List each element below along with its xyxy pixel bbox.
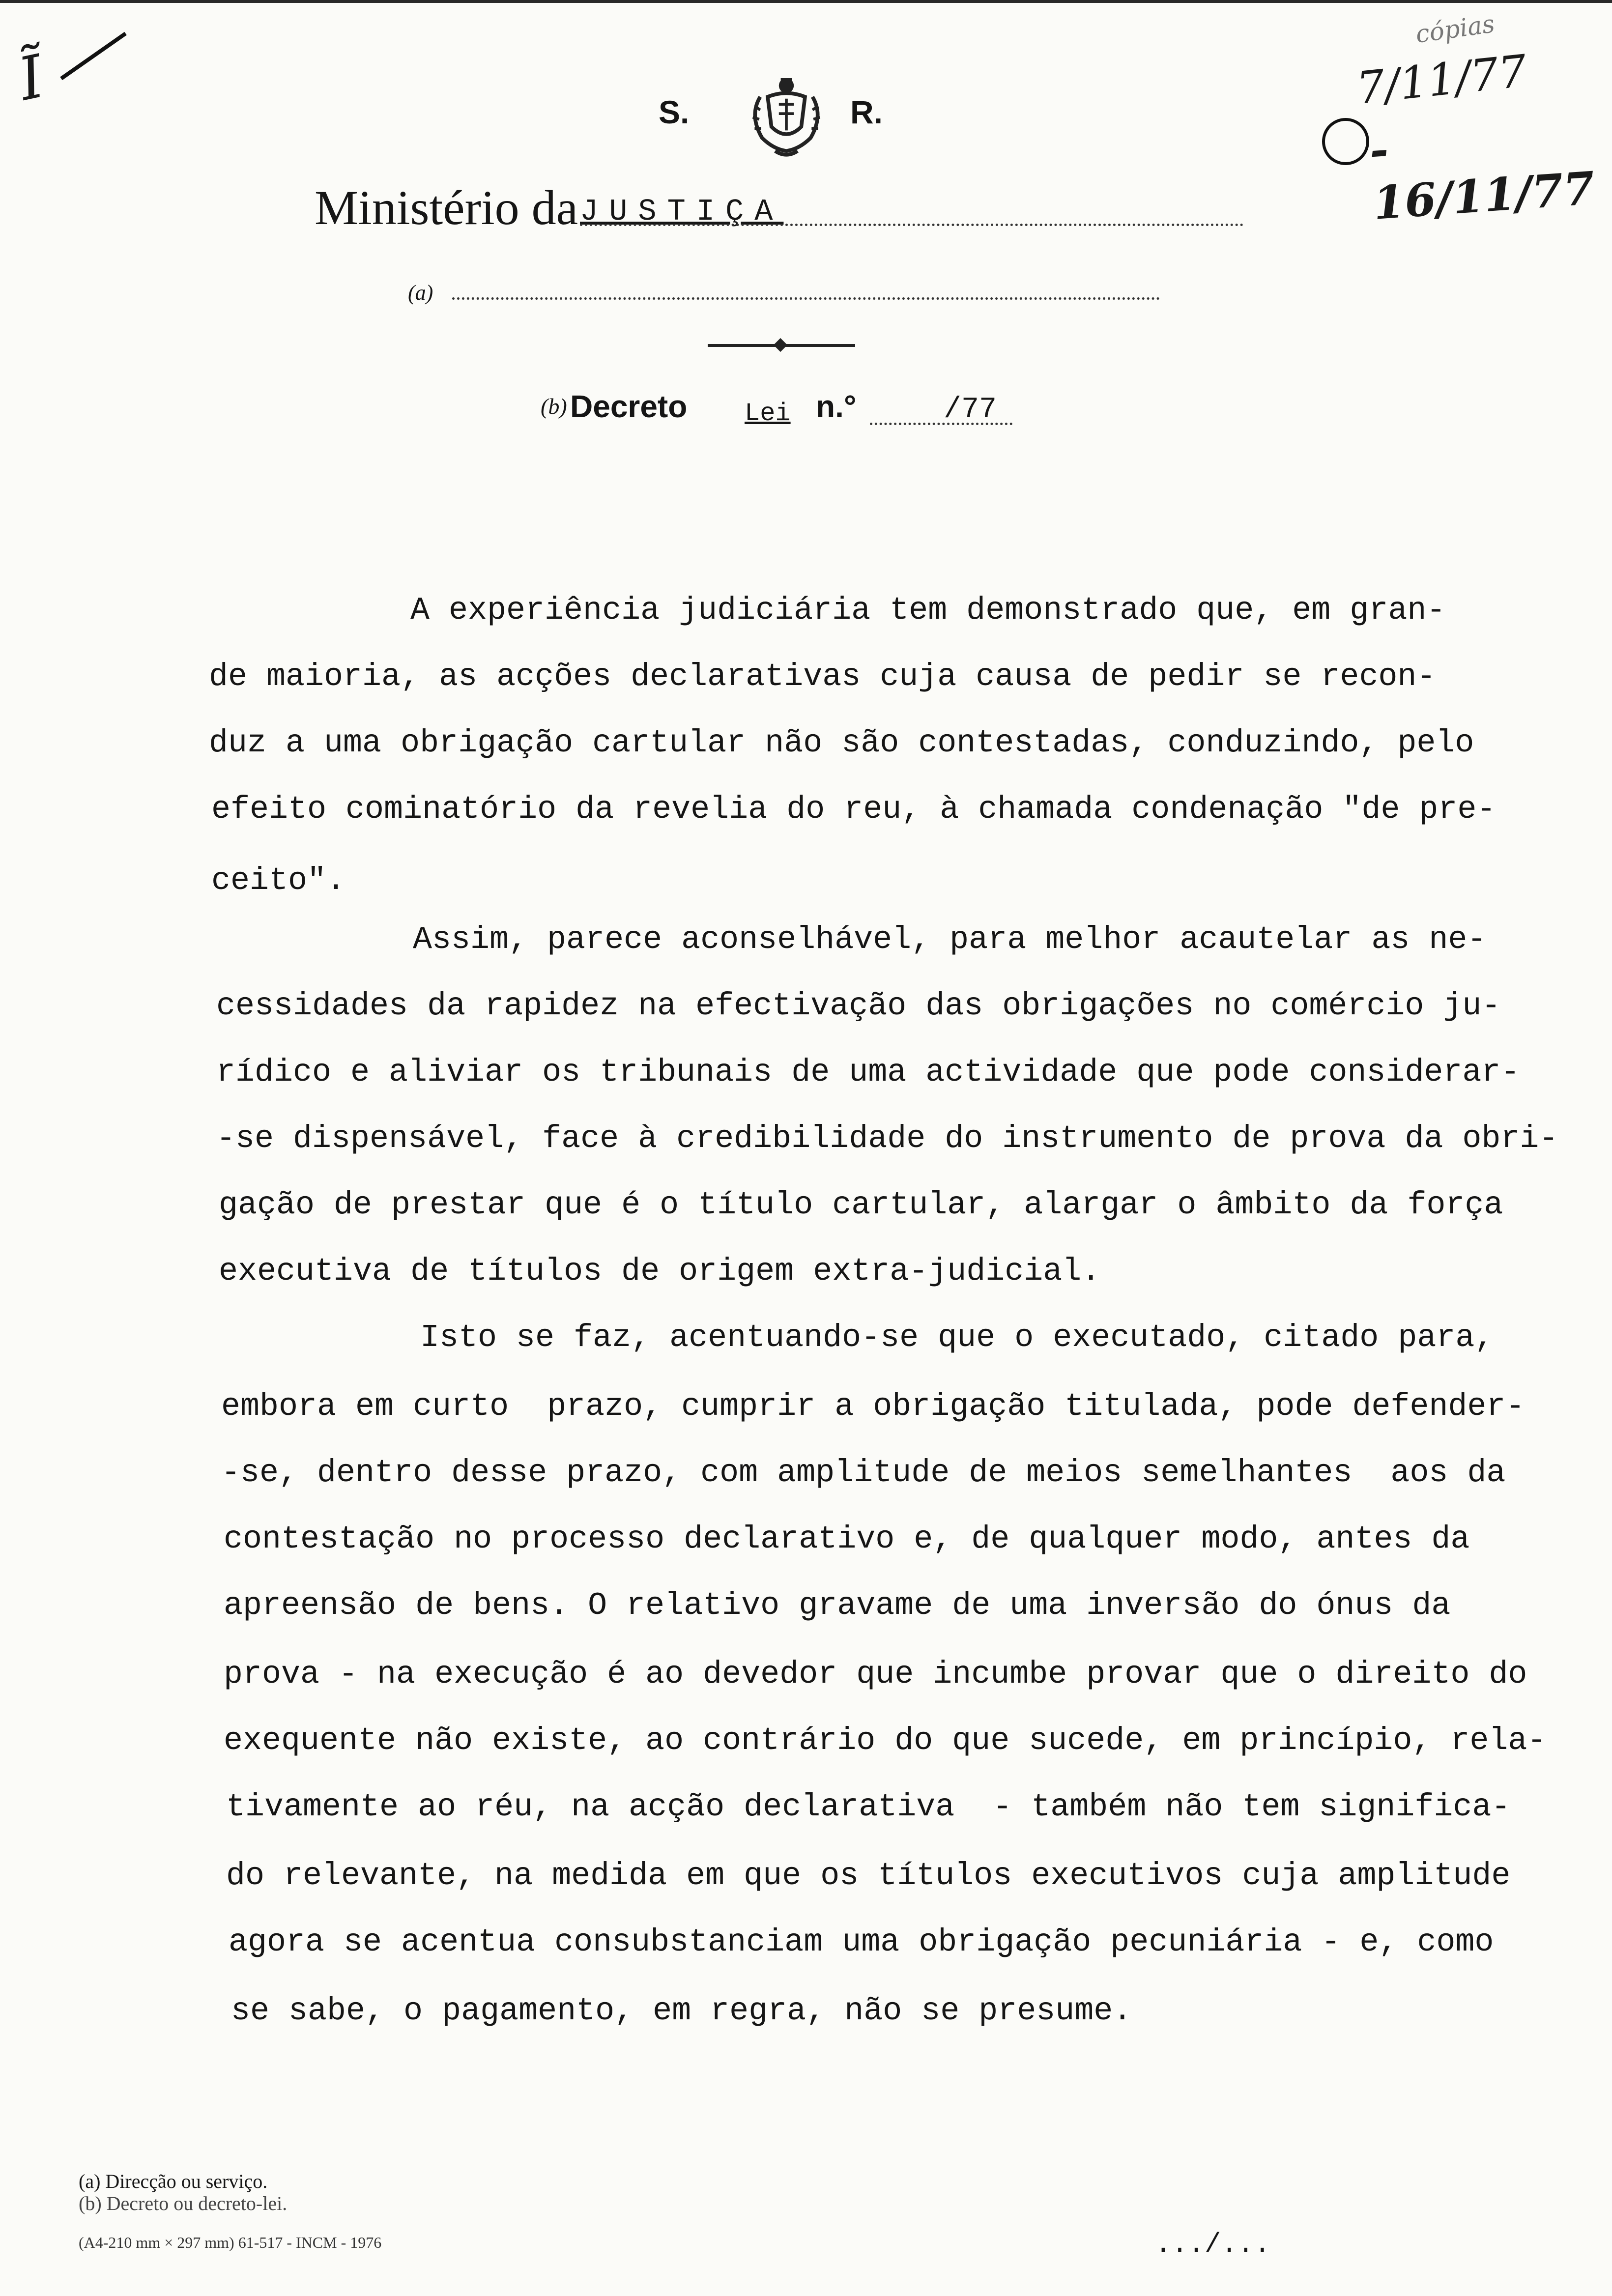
body-line: ceito". bbox=[211, 862, 346, 899]
top-edge-rule bbox=[0, 0, 1612, 3]
field-a-dotted-line bbox=[452, 297, 1160, 300]
crest-emblem-icon bbox=[740, 69, 833, 162]
letterhead-r: R. bbox=[850, 94, 883, 130]
body-line: cessidades da rapidez na efectivação das obrigações no comércio ju- bbox=[216, 988, 1501, 1024]
ministry-label: Ministério da bbox=[315, 180, 578, 235]
decree-label: Decreto bbox=[570, 389, 688, 424]
body-line: de maioria, as acções declarativas cuja causa de pedir se recon- bbox=[209, 659, 1436, 695]
body-line: Assim, parece aconselhável, para melhor acautelar as ne- bbox=[413, 921, 1487, 958]
body-line: executiva de títulos de origem extra-judicial. bbox=[219, 1253, 1101, 1290]
decree-number: /77 bbox=[944, 393, 997, 427]
divider-diamond-icon bbox=[774, 338, 787, 352]
body-line: prova - na execução é ao devedor que incumbe provar que o direito do bbox=[224, 1656, 1527, 1693]
body-line: efeito cominatório da revelia do reu, à chamada condenação "de pre- bbox=[211, 791, 1496, 828]
handwritten-date-circled: - 16/11/77 bbox=[1368, 122, 1597, 230]
ministry-dotted-line bbox=[580, 224, 1243, 226]
continuation-mark: .../... bbox=[1155, 2229, 1271, 2260]
form-code: (A4-210 mm × 297 mm) 61-517 - INCM - 1976 bbox=[79, 2234, 382, 2251]
body-line: apreensão de bens. O relativo gravame de uma inversão do ónus da bbox=[224, 1587, 1451, 1624]
handwritten-date-top: 7/11/77 bbox=[1354, 45, 1529, 115]
body-line: A experiência judiciária tem demonstrado que, em gran- bbox=[410, 592, 1446, 629]
body-line: contestação no processo declarativo e, de qualquer modo, antes da bbox=[224, 1521, 1470, 1557]
body-line: agora se acentua consubstanciam uma obrigação pecuniária - e, como bbox=[229, 1924, 1494, 1960]
body-line: Isto se faz, acentuando-se que o executado, citado para, bbox=[420, 1320, 1494, 1356]
ministry-value: JUSTIÇA bbox=[580, 194, 784, 229]
body-line: -se, dentro desse prazo, com amplitude de meios semelhantes aos da bbox=[221, 1455, 1506, 1491]
body-line: duz a uma obrigação cartular não são contestadas, conduzindo, pelo bbox=[209, 725, 1474, 761]
body-line: gação de prestar que é o título cartular, alargar o âmbito da força bbox=[219, 1187, 1503, 1223]
body-line: exequente não existe, ao contrário do que sucede, em princípio, rela- bbox=[224, 1722, 1547, 1759]
body-line: se sabe, o pagamento, em regra, não se presume. bbox=[231, 1993, 1132, 2029]
decree-mark: (b) bbox=[541, 394, 567, 419]
body-line: -se dispensável, face à credibilidade do instrumento de prova da obri- bbox=[216, 1120, 1558, 1157]
letterhead-s: S. bbox=[659, 94, 690, 130]
body-line: embora em curto prazo, cumprir a obrigação titulada, pode defender- bbox=[221, 1388, 1525, 1425]
copias-handwriting: cópias bbox=[1413, 9, 1497, 49]
circled-number-mark bbox=[1322, 118, 1369, 165]
body-line: rídico e aliviar os tribunais de uma actividade que pode considerar- bbox=[216, 1054, 1520, 1091]
footnote-b: (b) Decreto ou decreto-lei. bbox=[79, 2192, 288, 2214]
body-line: do relevante, na medida em que os títulos executivos cuja amplitude bbox=[226, 1858, 1511, 1894]
decree-number-label: n.° bbox=[816, 389, 857, 424]
field-a-label: (a) bbox=[408, 281, 433, 305]
footnote-a: (a) Direcção ou serviço. bbox=[79, 2170, 268, 2192]
corner-slash-mark bbox=[60, 32, 127, 80]
body-line: tivamente ao réu, na acção declarativa - também não tem significa- bbox=[226, 1789, 1511, 1825]
decree-type: Lei bbox=[745, 399, 791, 428]
corner-handwriting: Ĩ bbox=[13, 42, 50, 115]
